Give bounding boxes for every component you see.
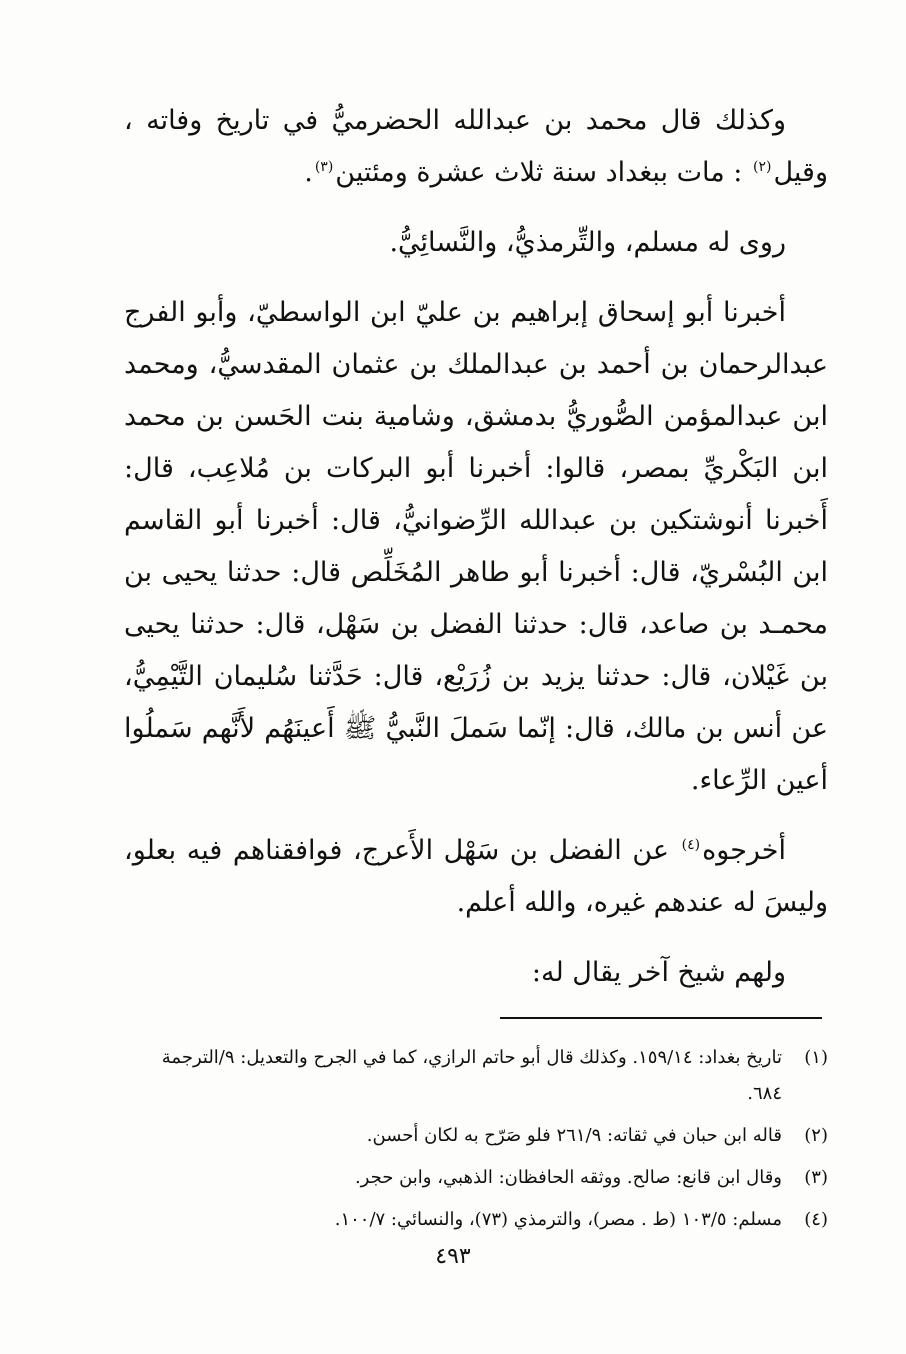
footnote-number: (٤) (804, 1209, 828, 1230)
footnote-divider (500, 1017, 822, 1019)
paragraph-1-end: . (304, 157, 313, 188)
footnote-1 (124, 1040, 828, 1112)
footnote-4 (124, 1202, 828, 1238)
footnote-ref-3[interactable]: (٣) (314, 159, 334, 175)
paragraph-1-tail: : مات ببغداد سنة ثلاث عشرة ومئتين (335, 157, 743, 188)
paragraph-1 (124, 95, 828, 199)
footnote-3 (124, 1160, 828, 1196)
main-text (124, 95, 828, 999)
paragraph-2: روى له مسلم، والتِّرمذيُّ، والنَّسائِيُّ. (389, 227, 786, 258)
paragraph-3: أخبرنا أبو إسحاق إبراهيم بن عليّ ابن الواسطيّ، وأبو الفرج عبدالرحمان بن أحمد بن عبدالملك بن عثمان المقدسيُّ، ومحمد ابن عبدالمؤمن الصُّوريُّ بدمشق، وشامية بنت الحَسن بن محمد ابن البَكْريِّ بمصر، قالوا: أخبرنا أبو البركات بن مُلاعِب، قال: أَخبرنا أنوشتكين بن عبدالله الرِّضوانيُّ، قال: أخبرنا أبو القاسم ابن البُسْريّ، قال: أخبرنا أبو طاهر المُخَلِّص قال: حدثنا يحيى بن محمـد بن صاعد، قال: حدثنا الفضل بن سَهْل، قال: حدثنا يحيى بن غَيْلان، قال: حدثنا يزيد بن زُرَيْع، قال: حَدَّثنا سُليمان التَّيْمِيُّ، عن أنس بن مالك، قال: إنّما سَملَ النَّبيُّ ﷺ أَعينَهُم لأَنَّهم سَملُوا أعين الرِّعاء. (124, 297, 828, 796)
paragraph-5: ولهم شيخ آخر يقال له: (531, 957, 786, 988)
footnote-number: (١) (804, 1047, 828, 1068)
paragraph-4-text: أخرجوه (702, 835, 786, 866)
footnote-text: وقال ابن قانع: صالح. ووثقه الحافظان: الذهبي، وابن حجر. (354, 1167, 782, 1188)
paragraph-1-text: وكذلك قال محمد بن عبدالله الحضرميُّ في تاريخ وفاته ، وقيل (124, 105, 828, 188)
footnote-number: (٣) (804, 1167, 828, 1188)
footnotes (124, 1040, 828, 1244)
footnote-2 (124, 1118, 828, 1154)
footnote-number: (٢) (804, 1125, 828, 1146)
footnote-ref-2[interactable]: (٢) (752, 159, 772, 175)
footnote-ref-4[interactable]: (٤) (681, 837, 701, 853)
paragraph-4 (124, 825, 828, 929)
footnote-text: مسلم: ١٠٣/٥ (ط . مصر)، والترمذي (٧٣)، والنسائي: ١٠٠/٧. (334, 1209, 782, 1230)
page-number: ٤٩٣ (435, 1244, 471, 1269)
footnote-text: تاريخ بغداد: ١٥٩/١٤. وكذلك قال أبو حاتم الرازي، كما في الجرح والتعديل: ٩/الترجمة ٦٨٤. (161, 1047, 782, 1104)
paragraph-4-tail: عن الفضل بن سَهْل الأَعرج، فوافقناهم فيه بعلو، وليسَ له عندهم غيره، والله أعلم. (124, 835, 828, 918)
footnote-text: قاله ابن حبان في ثقاته: ٢٦١/٩ فلو صَرّح به لكان أحسن. (366, 1125, 782, 1146)
